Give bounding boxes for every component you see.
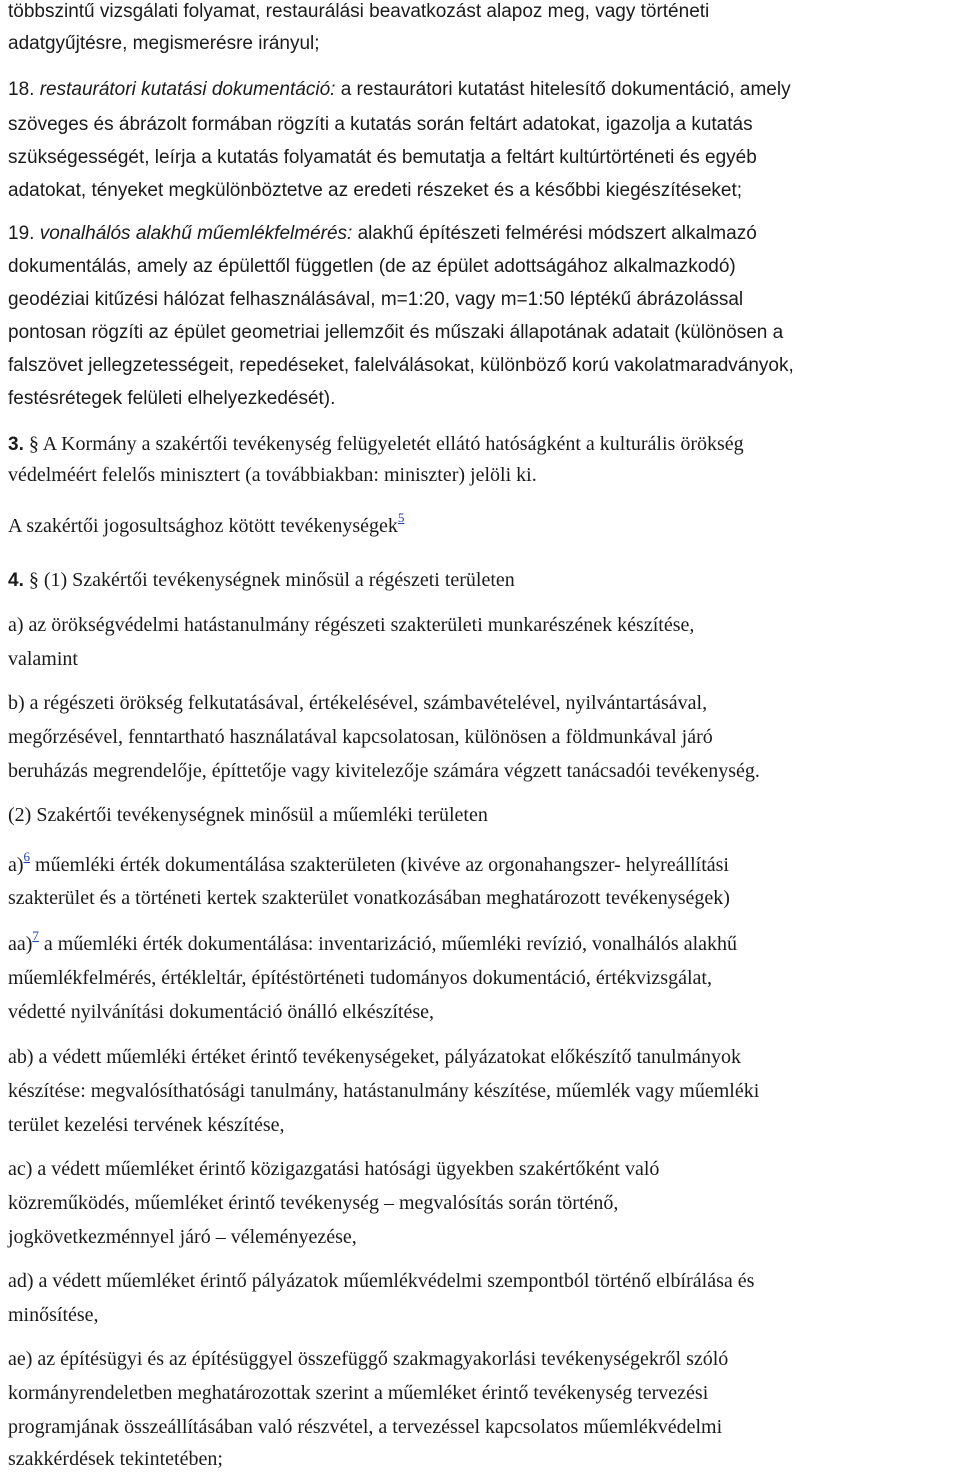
definition-19 (8, 222, 757, 246)
text-line: szakterület és a történeti kertek szakterület vonatkozásában meghatározott tevékenységek) (8, 887, 730, 909)
text-line: ad) a védett műemléket érintő pályázatok műemlékvédelmi szempontból történő elbírálása és (8, 1270, 755, 1292)
text-line: ae) az építésügyi és az építésüggyel összefüggő szakmagyakorlási tevékenységekről szóló (8, 1348, 729, 1370)
item-text: műemléki érték dokumentálása szakterületen (kivéve az orgonahangszer- helyreállítási (30, 854, 729, 876)
text-line: kormányrendeletben meghatározottak szerint a műemléket érintő tevékenység tervezési (8, 1382, 709, 1404)
paragraph-a-muemleki (8, 849, 729, 877)
text-line: falszövet jellegzetességeit, repedéseket, falelválásokat, különböző korú vakolatmaradványok, (8, 355, 794, 376)
section-text: A Kormány a szakértői tevékenység felügyeletét ellátó hatóságként a kulturális örökség (42, 433, 744, 455)
text-line: többszintű vizsgálati folyamat, restaurálási beavatkozást alapoz meg, vagy történeti (8, 1, 710, 22)
item-prefix: aa) (8, 933, 33, 955)
defined-term: vonalhálós alakhű műemlékfelmérés: (39, 223, 353, 244)
text-line: valamint (8, 648, 78, 670)
item-text: a műemléki érték dokumentálása: inventarizáció, műemléki revízió, vonalhálós alakhű (38, 933, 738, 955)
text-line: ab) a védett műemléki értéket érintő tevékenységeket, pályázatokat előkészítő tanulmányok (8, 1046, 742, 1068)
text-line: szükségességét, leírja a kutatás folyamatát és bemutatja a feltárt kultúrtörténeti és egyéb (8, 147, 757, 168)
footnote-link-5[interactable]: 5 (397, 510, 405, 526)
text-line: készítése: megvalósíthatósági tanulmány, hatástanulmány készítése, műemlék vagy műemléki (8, 1080, 760, 1102)
item-number: 18. (8, 79, 40, 100)
text-line: műemlékfelmérés, értékleltár, építéstörténeti tudományos dokumentáció, értékvizsgálat, (8, 967, 712, 989)
text-line: festésrétegek felületi elhelyezkedését). (8, 388, 336, 409)
text-line: (2) Szakértői tevékenységnek minősül a műemléki területen (8, 804, 488, 826)
section-number: 4. (8, 570, 24, 591)
text-line: védelméért felelős minisztert (a továbbiakban: miniszter) jelöli ki. (8, 464, 537, 486)
section-3 (8, 432, 744, 457)
text-line: megőrzésével, fenntartható használatával kapcsolatosan, különösen a földmunkával járó (8, 726, 713, 748)
footnote-link-7[interactable]: 7 (32, 928, 39, 944)
defined-term: restaurátori kutatási dokumentáció: (39, 79, 336, 100)
paragraph-aa (8, 928, 738, 956)
text-line: a) az örökségvédelmi hatástanulmány régészeti szakterületi munkarészének készítése, (8, 614, 695, 636)
text-line: adatokat, tényeket megkülönböztetve az eredeti részeket és a későbbi kiegészítéseket; (8, 180, 743, 201)
section-4 (8, 568, 515, 593)
section-text: (1) Szakértői tevékenységnek minősül a régészeti területen (43, 569, 515, 591)
text-line: adatgyűjtésre, megismerésre irányul; (8, 33, 320, 54)
text-line: b) a régészeti örökség felkutatásával, értékelésével, számbavételével, nyilvántartásával, (8, 692, 708, 714)
definition-text: a restaurátori kutatást hitelesítő dokumentáció, amely (335, 79, 791, 100)
text-line: szakkérdések tekintetében; (8, 1448, 223, 1470)
text-line: közreműködés, műemléket érintő tevékenység – megvalósítás során történő, (8, 1192, 619, 1214)
section-heading (8, 510, 405, 538)
item-prefix: a) (8, 854, 24, 876)
text-line: beruházás megrendelője, építtetője vagy kivitelezője számára végzett tanácsadói tevékenység. (8, 760, 760, 782)
text-line: védetté nyilvánítási dokumentáció önálló elkészítése, (8, 1001, 434, 1023)
text-line: terület kezelési tervének készítése, (8, 1114, 285, 1136)
text-line: pontosan rögzíti az épület geometriai jellemzőit és műszaki állapotának adatait (különösen a (8, 322, 784, 343)
section-number: 3. (8, 434, 24, 455)
footnote-link-6[interactable]: 6 (23, 849, 31, 865)
definition-18 (8, 78, 791, 102)
text-line: jogkövetkezménnyel járó – véleményezése, (8, 1226, 357, 1248)
section-sign: § (23, 433, 43, 455)
text-line: szöveges és ábrázolt formában rögzíti a kutatás során feltárt adatokat, igazolja a kutatás (8, 114, 753, 135)
section-sign: § (23, 569, 44, 591)
text-line: dokumentálás, amely az épülettől független (de az épület adottságához alkalmazkodó) (8, 256, 736, 277)
text-line: programjának összeállításában való részvétel, a tervezéssel kapcsolatos műemlékvédelmi (8, 1416, 723, 1438)
text-line: ac) a védett műemléket érintő közigazgatási hatósági ügyekben szakértőként való (8, 1158, 660, 1180)
text-line: minősítése, (8, 1304, 99, 1326)
definition-text: alakhű építészeti felmérési módszert alkalmazó (352, 223, 757, 244)
text-line: geodéziai kitűzési hálózat felhasználásával, m=1:20, vagy m=1:50 léptékű ábrázolással (8, 289, 744, 310)
heading-text: A szakértői jogosultsághoz kötött tevékenységek (8, 515, 398, 537)
item-number: 19. (8, 223, 40, 244)
